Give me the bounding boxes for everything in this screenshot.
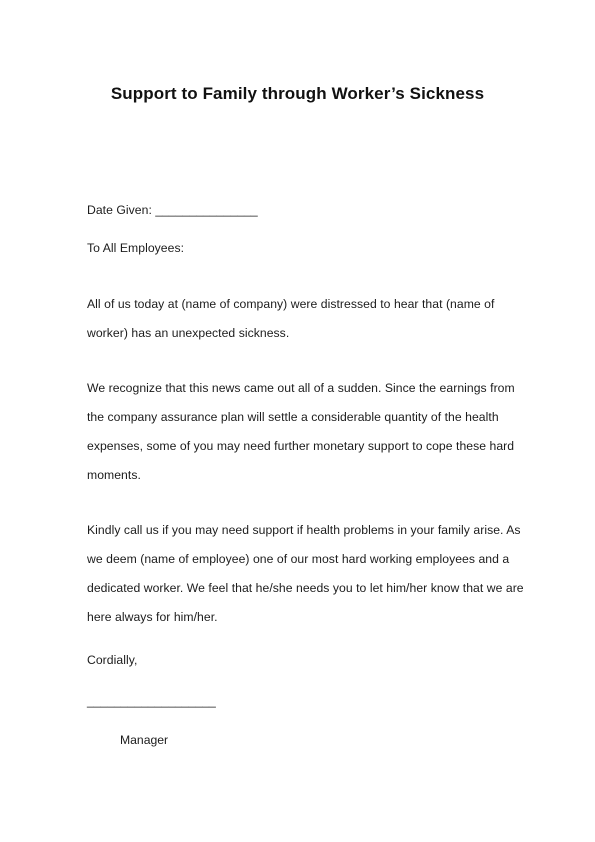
- paragraph-line: moments.: [87, 468, 141, 482]
- paragraph-line: All of us today at (name of company) were distressed to hear that (name of: [87, 297, 495, 311]
- paragraph-line: we deem (name of employee) one of our most hard working employees and a: [87, 552, 510, 566]
- paragraph-line: We recognize that this news came out all of a sudden. Since the earnings from: [87, 381, 515, 395]
- document-title: Support to Family through Worker’s Sickness: [110, 84, 485, 103]
- paragraph-line: Kindly call us if you may need support if health problems in your family arise. As: [87, 523, 521, 537]
- date-line: Date Given: _______________: [87, 203, 258, 217]
- paragraph-line: here always for him/her.: [87, 610, 218, 624]
- paragraph-line: worker) has an unexpected sickness.: [87, 326, 290, 340]
- closing: Cordially,: [87, 653, 138, 667]
- salutation: To All Employees:: [87, 241, 185, 255]
- paragraph-line: dedicated worker. We feel that he/she needs you to let him/her know that we are: [87, 581, 524, 595]
- paragraph-line: the company assurance plan will settle a considerable quantity of the health: [87, 410, 499, 424]
- paragraph-line: expenses, some of you may need further monetary support to cope these hard: [87, 439, 515, 453]
- signer-title: Manager: [120, 733, 169, 747]
- signature-line: ___________________: [87, 694, 216, 708]
